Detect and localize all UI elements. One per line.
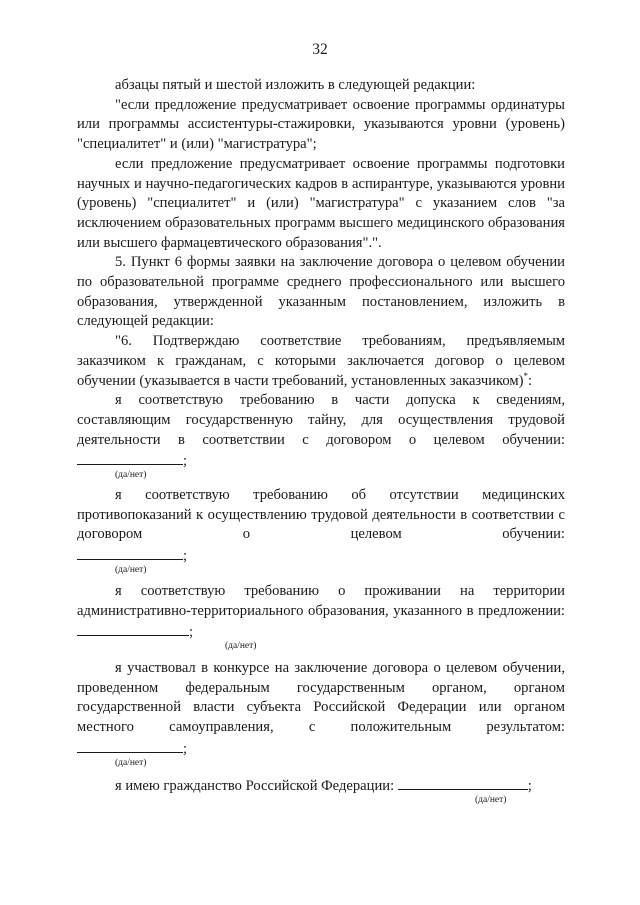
semicolon: ;	[183, 740, 188, 757]
paragraph-point-6	[77, 332, 565, 391]
answer-field-contest	[77, 738, 565, 769]
paragraph-point-5: 5. Пункт 6 формы заявки на заключение договора о целевом обучении по образовательной программе среднего профессионального или высшего образования, утвержденной указанным постановлением, изложить в следующей редакции:	[77, 254, 565, 330]
paragraph-aspirantura: если предложение предусматривает освоение программы подготовки научных и научно-педагогических кадров в аспирантуре, указываются уровни (уровень) "специалитет" и (или) "магистратура" с указанием слов "за исключением образовательных программ высшего медицинского образования или высшего фармацевтического образования".".	[77, 155, 565, 251]
answer-line[interactable]	[398, 775, 528, 790]
page-number: 32	[312, 41, 328, 58]
semicolon: ;	[183, 453, 188, 470]
semicolon: ;	[183, 548, 188, 565]
item-residence-text	[77, 582, 565, 643]
semicolon: ;	[189, 624, 194, 641]
answer-line[interactable]	[77, 621, 189, 636]
item-citizenship-label: я имею гражданство Российской Федерации:	[115, 778, 395, 794]
item-citizenship	[77, 775, 565, 806]
paragraph-ordinatura: "если предложение предусматривает освоение программы ординатуры или программы ассистентуры-стажировки, указываются уровни (уровень) "специалитет" и (или) "магистратура";	[77, 96, 565, 153]
yes-no-caption: (да/нет)	[115, 564, 147, 575]
item-state-secret	[77, 391, 565, 481]
semicolon: ;	[527, 778, 532, 794]
footnote-mark: *	[523, 370, 529, 381]
yes-no-caption: (да/нет)	[115, 757, 147, 768]
item-state-secret-text: я соответствую требованию в части допуска к сведениям, составляющим государственную тайну, для осуществления трудовой деятельности в соответствии с договором о целевом обучении:	[77, 392, 565, 448]
item-contest-text: я участвовал в конкурсе на заключение договора о целевом обучении, проведенном федеральным государственным органом, органом государственной власти субъекта Российской Федерации или органом местного самоуправления, с положительным результатом:	[77, 660, 565, 736]
answer-line[interactable]	[77, 545, 183, 560]
item-residence	[77, 582, 565, 652]
yes-no-caption: (да/нет)	[225, 641, 257, 652]
answer-field-medical	[77, 545, 565, 576]
intro-paragraph: абзацы пятый и шестой изложить в следующей редакции:	[115, 77, 476, 93]
document-body	[77, 76, 565, 481]
yes-no-caption: (да/нет)	[115, 470, 147, 481]
item-residence-label: я соответствую требованию о проживании на территории административно-территориального образования, указанного в предложении:	[77, 583, 565, 619]
item-citizenship-text	[77, 775, 565, 797]
point-6-colon: :	[528, 372, 533, 389]
item-medical-text: я соответствую требованию об отсутствии медицинских противопоказаний к осуществлению трудовой деятельности в соответствии с договором о целевом обучении:	[77, 487, 565, 543]
item-medical	[77, 486, 565, 576]
yes-no-caption: (да/нет)	[475, 794, 507, 805]
answer-line[interactable]	[77, 450, 183, 465]
answer-field-state-secret	[77, 450, 565, 481]
answer-line[interactable]	[77, 738, 183, 753]
item-contest	[77, 659, 565, 769]
point-6-text: "6. Подтверждаю соответствие требованиям, предъявляемым заказчиком к гражданам, с которыми заключается договор о целевом обучении (указывается в части требований, установленных заказчиком)	[77, 333, 565, 389]
